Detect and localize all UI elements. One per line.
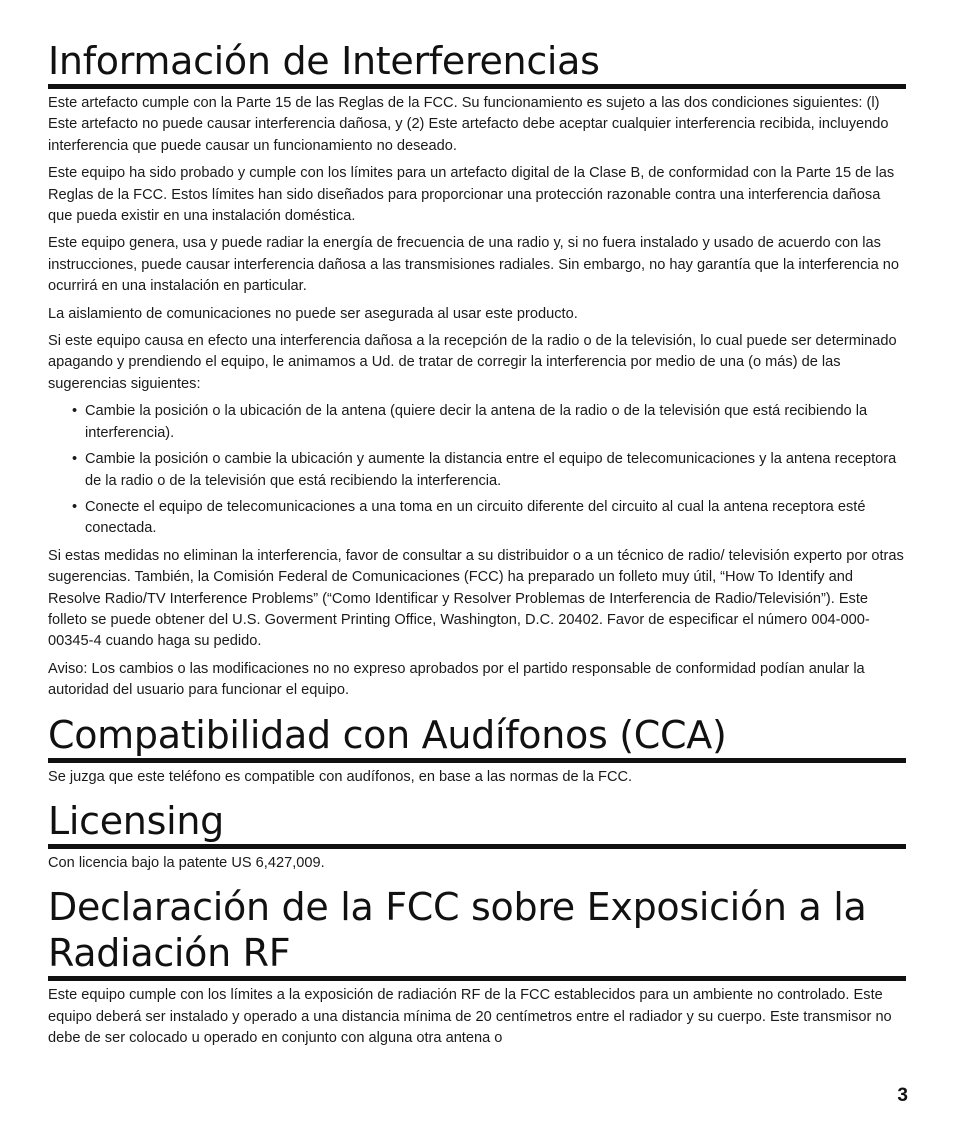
page-content — [48, 38, 906, 1056]
paragraph: Con licencia bajo la patente US 6,427,009. — [48, 854, 325, 871]
paragraph: Este equipo cumple con los límites a la exposición de radiación RF de la FCC establecidos para un ambiente no controlado. Este equipo deberá ser instalado y operado a una distancia mínima de 20 centímetros entre el radiador y su cuerpo. Este transmisor no debe de ser colocado u operado en conjunto con alguna otra antena o — [48, 987, 892, 1047]
paragraph: La aislamiento de comunicaciones no puede ser asegurada al usar este producto. — [48, 305, 578, 322]
paragraph: Este equipo ha sido probado y cumple con los límites para un artefacto digital de la Clase B, de conformidad con la Parte 15 de las Reglas de la FCC. Estos límites han sido diseñados para proporcionar una protección razonable contra una interferencia dañosa que pueda existir en una instalación doméstica. — [48, 165, 895, 225]
page-number: 3 — [897, 1085, 908, 1106]
paragraph: Este artefacto cumple con la Parte 15 de las Reglas de la FCC. Su funcionamiento es sujeto a las dos condiciones siguientes: (l) Este artefacto no puede causar interferencia dañosa, y (2) Este artefacto debe aceptar cualquier interferencia recibida, incluyendo interferencia que puede causar un funcionamiento no deseado. — [48, 95, 889, 154]
paragraph: Aviso: Los cambios o las modificaciones no no expreso aprobados por el partido responsable de conformidad podían anular la autoridad del usuario para funcionar el equipo. — [48, 660, 865, 699]
suggestion-list — [48, 401, 906, 539]
list-item — [72, 449, 906, 492]
list-item-text: Cambie la posición o cambie la ubicación y aumente la distancia entre el equipo de telecomunicaciones y la antena receptora de la radio o de la televisión que está recibiendo la interferencia. — [85, 451, 897, 489]
paragraph: Si este equipo causa en efecto una interferencia dañosa a la recepción de la radio o de la televisión, lo cual puede ser determinado apagando y prendiendo el equipo, le animamos a Ud. de tratar de corregir la interferencia por medio de una (o más) de las sugerencias siguientes: — [48, 333, 897, 392]
list-item-text: Cambie la posición o la ubicación de la antena (quiere decir la antena de la radio o de la televisión que está recibiendo la interferencia). — [85, 403, 868, 441]
paragraph: Se juzga que este teléfono es compatible con audífonos, en base a las normas de la FCC. — [48, 768, 633, 785]
section-rule — [48, 844, 906, 849]
bullet-icon: • — [72, 403, 78, 420]
list-item-text: Conecte el equipo de telecomunicaciones a una toma en un circuito diferente del circuito al cual la antena receptora esté conectada. — [85, 498, 866, 537]
section-rule — [48, 84, 906, 89]
section-title-line: Declaración de la FCC sobre Exposición a la — [48, 885, 867, 930]
section-title-radiacion — [48, 884, 906, 976]
section-rule — [48, 758, 906, 763]
section-title-licensing: Licensing — [48, 798, 224, 843]
paragraph: Este equipo genera, usa y puede radiar la energía de frecuencia de una radio y, si no fuera instalado y usado de acuerdo con las instrucciones, puede causar interferencia dañosa a las transmisiones radiales. Sin embargo, no hay garantía que la interferencia no ocurrirá en una instalación en particular. — [48, 235, 899, 295]
paragraph: Si estas medidas no eliminan la interferencia, favor de consultar a su distribuidor o a un técnico de radio/ televisión experto por otras sugerencias. También, la Comisión Federal de Comunicaciones (FCC) ha preparado un folleto muy útil, “How To Identify and Resolve Radio/TV Interference Problems” (“Como Identificar y Resolver Problemas de Interferencia de Radio/Televisión”). Este folleto se puede obtener del U.S. Goverment Printing Office, Washington, D.C. 20402. Favor de especificar el número 004-000-00345-4 cuando haga su pedido. — [48, 547, 904, 650]
bullet-icon: • — [72, 451, 78, 468]
section-rule — [48, 976, 906, 981]
list-item — [72, 497, 906, 540]
list-item — [72, 401, 906, 444]
section-title-interferencias: Información de Interferencias — [48, 39, 600, 83]
bullet-icon: • — [72, 498, 78, 515]
section-title-compatibilidad: Compatibilidad con Audífonos (CCA) — [48, 712, 727, 757]
section-title-line: Radiación RF — [48, 931, 291, 976]
